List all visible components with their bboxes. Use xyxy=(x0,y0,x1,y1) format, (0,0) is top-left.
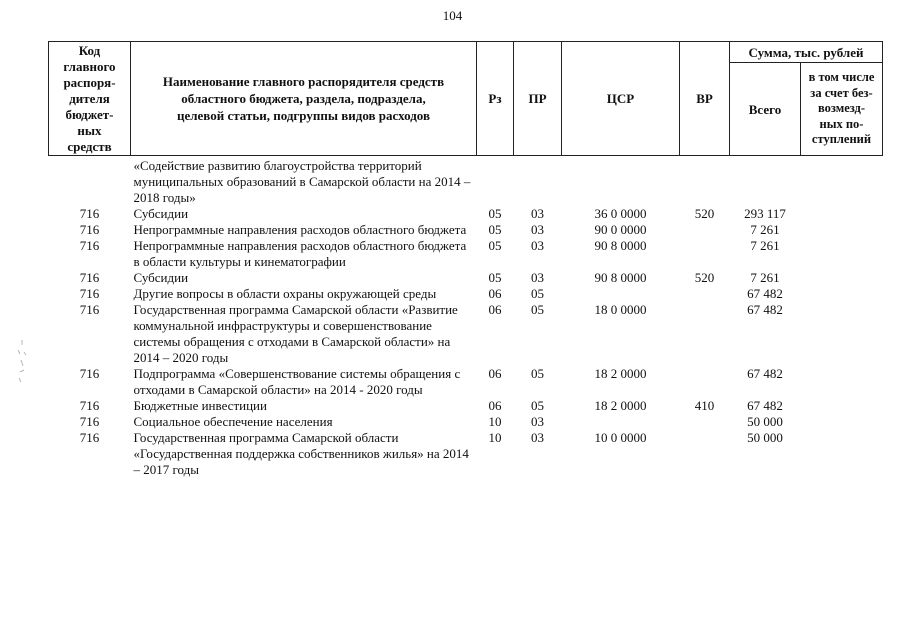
cell-name: Субсидии xyxy=(133,206,189,221)
cell-total: 293 117 xyxy=(744,206,786,221)
header-code-line: Код xyxy=(78,42,101,58)
cell-vr xyxy=(680,222,730,238)
cell-csr: 36 0 0000 xyxy=(594,206,647,221)
cell-recv xyxy=(801,366,883,398)
header-code-line: дителя xyxy=(69,90,110,106)
header-recv-line: возмезд- xyxy=(817,101,866,116)
table-row xyxy=(49,158,883,206)
cell-code xyxy=(49,158,131,206)
cell-rz: 05 xyxy=(488,270,502,285)
cell-rz: 06 xyxy=(488,366,502,381)
header-recv-line: в том числе xyxy=(808,70,875,85)
cell-recv xyxy=(801,222,883,238)
header-name xyxy=(131,42,477,156)
cell-name: «Содействие развитию благоустройства территорий муниципальных образований в Самарской области на 2014 – 2018 годы» xyxy=(133,158,471,205)
header-code-line: главного xyxy=(63,58,116,74)
table-body xyxy=(49,156,883,479)
cell-recv xyxy=(801,286,883,302)
header-name-line: областного бюджета, раздела, подраздела, xyxy=(181,91,426,106)
cell-recv xyxy=(801,270,883,286)
cell-total: 67 482 xyxy=(747,366,783,381)
cell-total: 67 482 xyxy=(747,398,783,413)
cell-vr xyxy=(680,286,730,302)
cell-total: 7 261 xyxy=(750,222,780,237)
cell-csr: 18 2 0000 xyxy=(594,398,647,413)
cell-name: Непрограммные направления расходов областного бюджета в области культуры и кинематографии xyxy=(133,238,467,269)
cell-pr: 03 xyxy=(531,430,544,445)
cell-vr: 520 xyxy=(694,206,715,221)
cell-recv xyxy=(801,238,883,270)
cell-code: 716 xyxy=(79,398,100,413)
cell-rz: 05 xyxy=(488,206,502,221)
header-code-line: средств xyxy=(67,138,112,154)
cell-code: 716 xyxy=(79,286,100,301)
cell-pr: 03 xyxy=(531,222,544,237)
table-row xyxy=(49,430,883,478)
header-recv-line: за счет без- xyxy=(810,85,873,100)
header-pr: ПР xyxy=(514,42,562,156)
cell-name: Государственная программа Самарской области «Развитие коммунальной инфраструктуры и совершенствование системы обращения с отходами в Самарской области» на 2014 – 2020 годы xyxy=(133,302,458,365)
cell-vr xyxy=(680,158,730,206)
cell-vr xyxy=(680,414,730,430)
table-row xyxy=(49,238,883,270)
cell-pr xyxy=(514,158,562,206)
header-code xyxy=(49,42,131,156)
cell-csr: 90 8 0000 xyxy=(594,238,647,253)
cell-total: 67 482 xyxy=(747,286,783,301)
scan-artifact-mark xyxy=(12,336,36,396)
cell-csr xyxy=(562,414,680,430)
cell-code: 716 xyxy=(79,366,100,381)
cell-csr: 18 2 0000 xyxy=(594,366,647,381)
cell-total: 7 261 xyxy=(750,238,780,253)
cell-rz: 06 xyxy=(488,302,502,317)
cell-total xyxy=(730,158,801,206)
header-total: Всего xyxy=(730,63,801,156)
cell-pr: 03 xyxy=(531,206,544,221)
table-row xyxy=(49,302,883,366)
cell-csr xyxy=(562,286,680,302)
cell-rz: 10 xyxy=(488,430,502,445)
budget-table xyxy=(48,41,883,478)
cell-code: 716 xyxy=(79,430,100,445)
table-row xyxy=(49,222,883,238)
cell-total: 50 000 xyxy=(747,414,783,429)
table-header xyxy=(49,42,883,156)
cell-recv xyxy=(801,398,883,414)
cell-pr: 05 xyxy=(531,398,544,413)
cell-pr: 05 xyxy=(531,286,544,301)
cell-code: 716 xyxy=(79,414,100,429)
header-recv-line: ступлений xyxy=(811,132,872,147)
table-row xyxy=(49,206,883,222)
cell-vr xyxy=(680,430,730,478)
header-code-line: ных xyxy=(77,122,102,138)
cell-recv xyxy=(801,302,883,366)
table-row xyxy=(49,366,883,398)
header-recv xyxy=(801,63,883,156)
header-code-line: бюджет- xyxy=(65,106,114,122)
cell-name: Другие вопросы в области охраны окружающей среды xyxy=(133,286,437,301)
cell-vr xyxy=(680,366,730,398)
cell-vr xyxy=(680,302,730,366)
cell-rz xyxy=(477,158,514,206)
header-code-line: распоря- xyxy=(63,74,116,90)
cell-pr: 03 xyxy=(531,238,544,253)
header-recv-line: ных по- xyxy=(819,116,864,131)
cell-name: Бюджетные инвестиции xyxy=(133,398,267,413)
cell-total: 50 000 xyxy=(747,430,783,445)
cell-name: Субсидии xyxy=(133,270,189,285)
cell-pr: 03 xyxy=(531,270,544,285)
cell-rz: 10 xyxy=(488,414,502,429)
cell-total: 7 261 xyxy=(750,270,780,285)
cell-pr: 03 xyxy=(531,414,544,429)
header-csr: ЦСР xyxy=(562,42,680,156)
cell-csr: 10 0 0000 xyxy=(594,430,647,445)
header-name-line: Наименование главного распорядителя средств xyxy=(162,74,445,89)
cell-csr: 90 0 0000 xyxy=(594,222,647,237)
cell-name: Непрограммные направления расходов областного бюджета xyxy=(133,222,467,237)
cell-code: 716 xyxy=(79,270,100,285)
table-row xyxy=(49,414,883,430)
cell-name: Подпрограмма «Совершенствование системы обращения с отходами в Самарской области» на 2014 - 2020 годы xyxy=(133,366,461,397)
cell-recv xyxy=(801,158,883,206)
cell-recv xyxy=(801,430,883,478)
cell-total: 67 482 xyxy=(747,302,783,317)
cell-recv xyxy=(801,414,883,430)
cell-rz: 05 xyxy=(488,222,502,237)
cell-vr xyxy=(680,238,730,270)
header-sum: Сумма, тыс. рублей xyxy=(730,42,883,63)
header-vr: ВР xyxy=(680,42,730,156)
cell-recv xyxy=(801,206,883,222)
cell-vr: 520 xyxy=(694,270,715,285)
cell-code: 716 xyxy=(79,222,100,237)
cell-csr: 90 8 0000 xyxy=(594,270,647,285)
table-row xyxy=(49,398,883,414)
cell-code: 716 xyxy=(79,302,100,317)
cell-pr: 05 xyxy=(531,366,544,381)
cell-name: Социальное обеспечение населения xyxy=(133,414,333,429)
table-row xyxy=(49,270,883,286)
cell-rz: 06 xyxy=(488,398,502,413)
cell-csr: 18 0 0000 xyxy=(594,302,647,317)
header-name-line: целевой статьи, подгруппы видов расходов xyxy=(176,108,431,123)
cell-code: 716 xyxy=(79,238,100,253)
page-number: 104 xyxy=(442,8,463,23)
cell-vr: 410 xyxy=(694,398,715,413)
cell-name: Государственная программа Самарской области «Государственная поддержка собственников жилья» на 2014 – 2017 годы xyxy=(133,430,469,477)
cell-rz: 05 xyxy=(488,238,502,253)
cell-rz: 06 xyxy=(488,286,502,301)
header-rz: Рз xyxy=(477,42,514,156)
cell-pr: 05 xyxy=(531,302,544,317)
cell-code: 716 xyxy=(79,206,100,221)
table-row xyxy=(49,286,883,302)
cell-csr xyxy=(562,158,680,206)
